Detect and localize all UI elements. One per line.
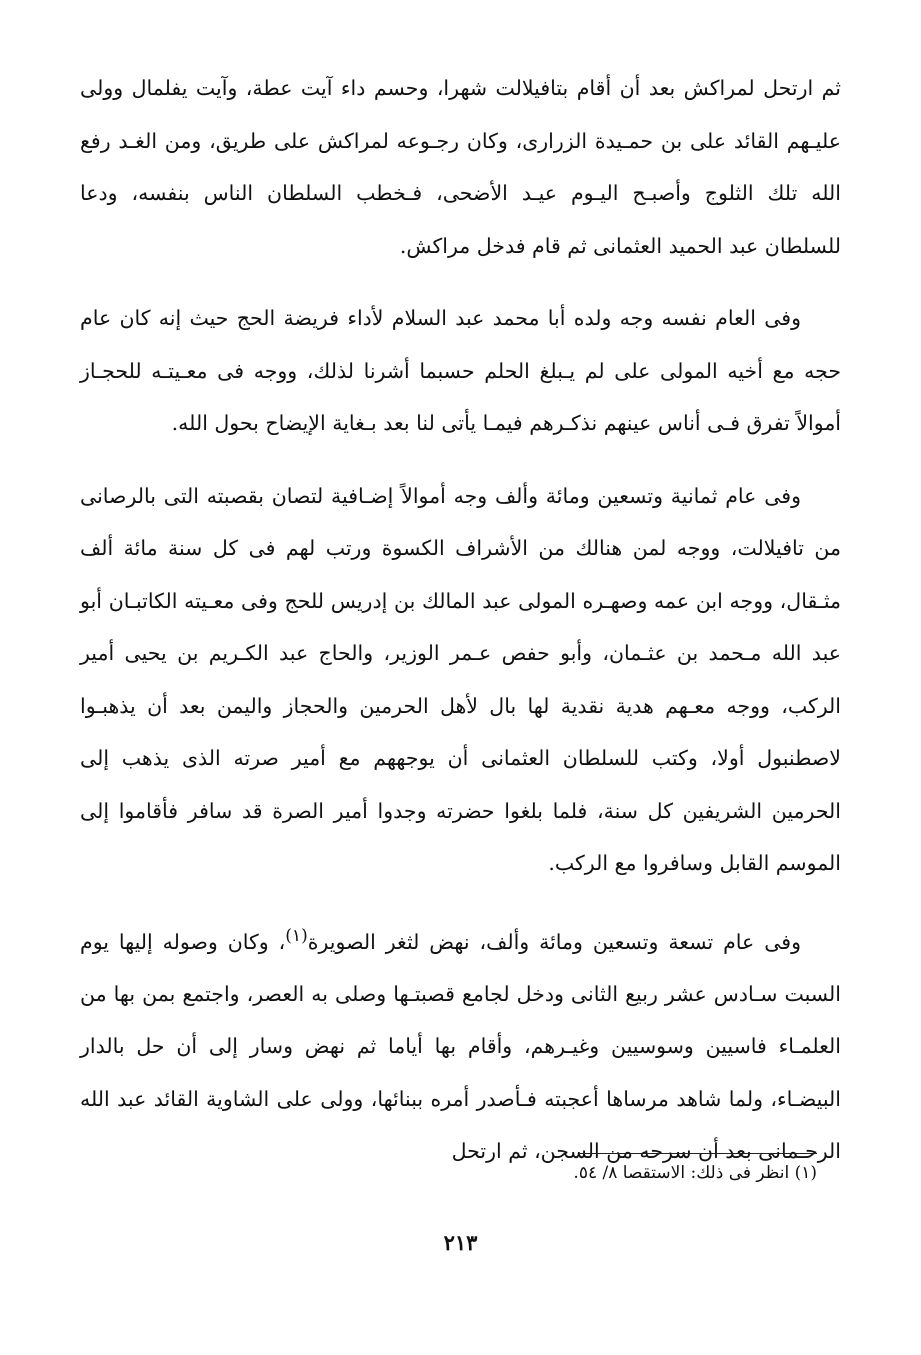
- footnote: (١) انظر فى ذلك: الاستقصا ٨/ ٥٤.: [573, 1163, 817, 1183]
- paragraph-4-start: وفى عام تسعة وتسعين ومائة وألف، نهض لثغر الصويرة: [307, 929, 801, 954]
- page-number: ٢١٣: [443, 1230, 478, 1255]
- paragraph-2: وفى العام نفسه وجه ولده أبا محمد عبد السلام لأداء فريضة الحج حيث إنه كان عام حجه مع أخيه المولى على لم يـبلغ الحلم حسبما أشرنا لذلك، ووجه فى معـيتـه للحجـاز أموالاً تفرق فـى أناس عينهم نذكـرهم فيمـا يأتى لنا بعد بـغاية الإيضاح بحول الله.: [80, 306, 841, 435]
- paragraph-1: ثم ارتحل لمراكش بعد أن أقام بتافيلالت شهرا، وحسم داء آيت عطة، وآيت يفلمال وولى عليـهم القائد على بن حمـيدة الزرارى، وكان رجـوعه لمراكش على طريق، ومن الغـد رفع الله تلك الثلوج وأصبـح اليـوم عيـد الأضحى، فـخطب السلطان الناس بنفسه، ودعا للسلطان عبد الحميد العثمانى ثم قام فدخل مراكش.: [80, 76, 841, 258]
- paragraph-3: وفى عام ثمانية وتسعين ومائة وألف وجه أموالاً إضـافية لتصان بقصبته التى بالرصانى من تافيلالت، ووجه لمن هنالك من الأشراف الكسوة ورتب لهم فى كل سنة مائة ألف مثـقال، ووجه ابن عمه وصهـره المولى عبد المالك بن إدريس للحج وفى معـيته الكاتبـان أبو عبد الله مـحمد بن عثـمان، وأبو حفص عـمر الوزير، والحاج عبد الكـريم بن يحيى أمير الركب، ووجه معـهم هدية نقدية لها بال لأهل الحرمين والحجاز واليمن بعد أن يذهبـوا لاصطنبول أولا، وكتب للسلطان العثمانى أن يوجههم مع أمير صرته الذى يذهب إلى الحرمين الشريفين كل سنة، فلما بلغوا حضرته وجدوا أمير الصرة قد سافر فأقاموا إلى الموسم القابل وسافروا مع الركب.: [80, 483, 841, 875]
- footnote-marker: (١): [285, 925, 308, 946]
- paragraph-4: [80, 910, 841, 1178]
- paragraph-4-rest: ، وكان وصوله إليها يوم السبت سـادس عشر ربيع الثانى ودخل لجامع قصبتـها وصلى به العصر، واجتمع بمن بها من العلمـاء فاسيين وسوسيين وغيـرهم، وأقام بها أياما ثم نهض وسار إلى أن حل بالدار البيضـاء، ولما شاهد مرساها أعجبته فـأصدر أمره ببنائها، وولى على الشاوية القائد عبد الله الرحـمانى بعد أن سرحه من السجن، ثم ارتحل: [80, 929, 841, 1164]
- footnote-rule: [580, 1153, 817, 1154]
- body-text: [80, 62, 841, 1198]
